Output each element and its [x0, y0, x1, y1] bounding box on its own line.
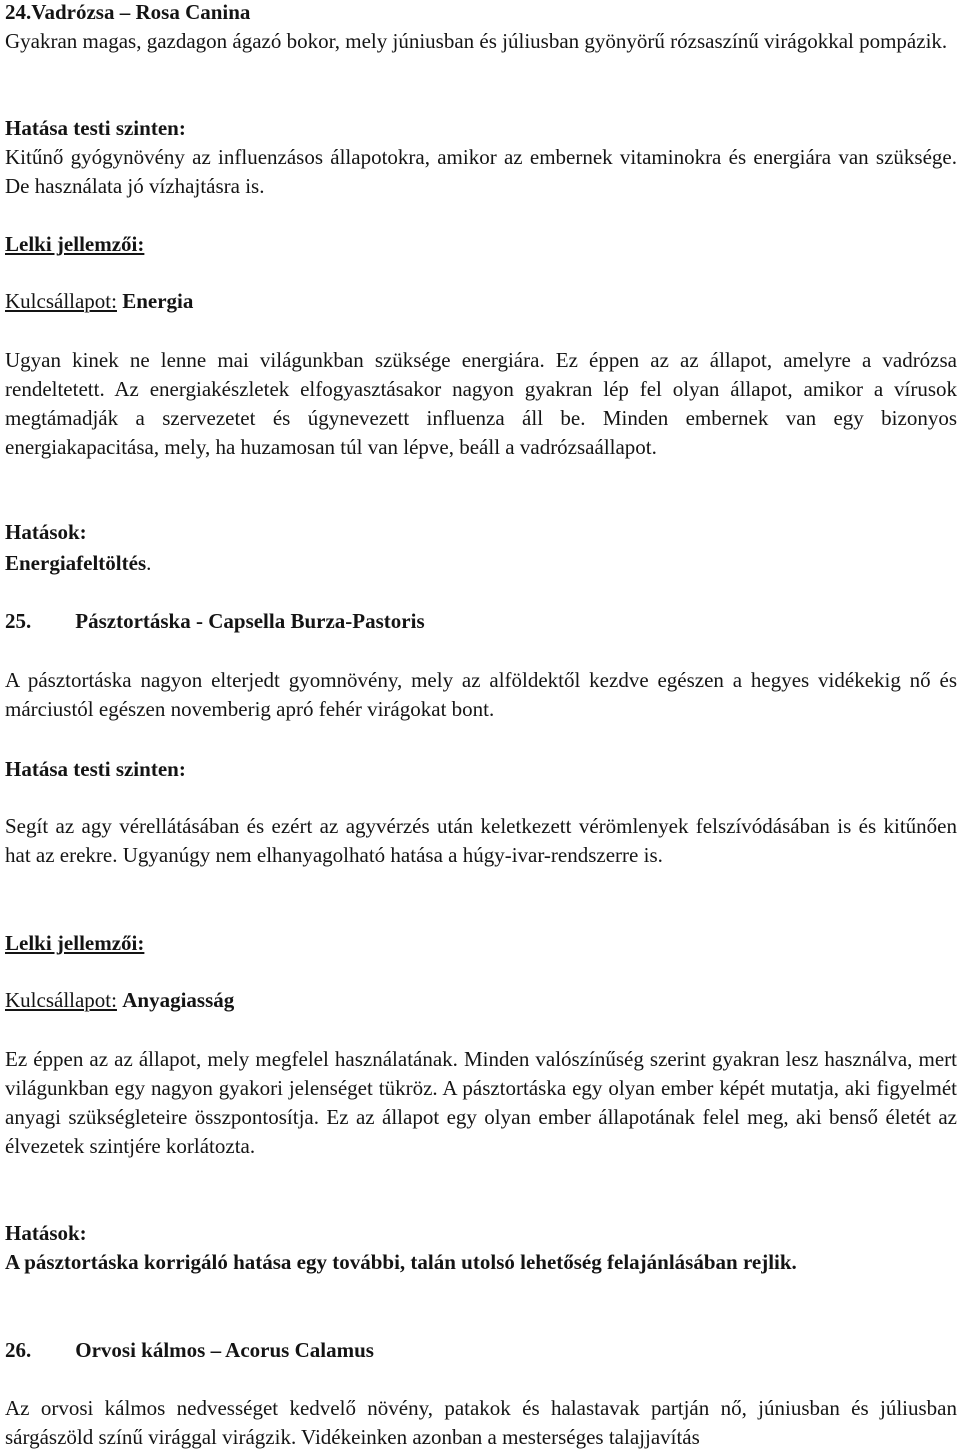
section-25-key-state — [5, 986, 957, 1015]
section-24-description: Ugyan kinek ne lenne mai világunkban szüksége energiára. Ez éppen az az állapot, amelyre a vadrózsa rendeltetett. Az energiakészletek elfogyasztásakor nagyon gyakran lép fel olyan állapot, amikor a vírusok megtámadják a szervezetet és úgynevezett influenza áll be. Minden embernek van egy bizonyos energiakapacitása, mely, ha huzamosan túl van lépve, beáll a vadrózsaállapot. — [5, 348, 957, 459]
section-26-number: 26. — [5, 1338, 32, 1362]
section-24-soul-heading: Lelki jellemzői: — [5, 232, 145, 256]
section-24-physical-heading: Hatása testi szinten: — [5, 116, 186, 140]
section-25-effects-value: A pásztortáska korrigáló hatása egy további, talán utolsó lehetőség felajánlásában rejlik. — [5, 1250, 797, 1274]
section-25-physical-text: Segít az agy vérellátásában és ezért az agyvérzés után keletkezett vérömlenyek felszívódásában is és kitűnően hat az erekre. Ugyanúgy nem elhanyagolható hatása a húgy-ivar-rendszerre is. — [5, 814, 957, 867]
section-24-effects-value — [5, 549, 957, 578]
section-25-title — [5, 607, 957, 636]
key-state-label: Kulcsállapot: — [5, 988, 117, 1012]
section-25-physical-heading: Hatása testi szinten: — [5, 757, 186, 781]
section-26-name: Orvosi kálmos – Acorus Calamus — [75, 1338, 374, 1362]
section-24-key-state — [5, 287, 957, 316]
section-24-title: 24.Vadrózsa – Rosa Canina — [5, 0, 251, 24]
section-24-physical-text: Kitűnő gyógynövény az influenzásos állapotokra, amikor az embernek vitaminokra és energiára van szüksége. De használata jó vízhajtásra is. — [5, 145, 957, 198]
section-24-intro: Gyakran magas, gazdagon ágazó bokor, mely júniusban és júliusban gyönyörű rózsaszínű virágokkal pompázik. — [5, 29, 948, 53]
section-26-intro: Az orvosi kálmos nedvességet kedvelő növény, patakok és halastavak partján nő, júniusban és júliusban sárgászöld színű virággal virágzik. Vidékeinken azonban a mesterséges talajjavítás — [5, 1396, 957, 1449]
key-state-value: Energia — [122, 289, 194, 313]
section-25-intro: A pásztortáska nagyon elterjedt gyomnövény, mely az alföldektől kezdve egészen a hegyes vidékekig nő és márciustól egészen novemberig apró fehér virágokat bont. — [5, 668, 957, 721]
effects-value-text: Energiafeltöltés — [5, 551, 147, 575]
section-25-description: Ez éppen az az állapot, mely megfelel használatának. Minden valószínűség szerint gyakran lesz használva, mert világunkban egy nagyon gyakori jelenséget tükröz. A pásztortáska egy olyan ember képét mutatja, aki figyelmét anyagi szükségleteire összpontosítja. Ez az állapot egy olyan ember állapotának felel meg, aki benső életét az élvezetek szintjére korlátozta. — [5, 1047, 957, 1158]
section-25-number: 25. — [5, 609, 32, 633]
section-24-effects-label: Hatások: — [5, 520, 87, 544]
key-state-label: Kulcsállapot: — [5, 289, 117, 313]
section-25-soul-heading: Lelki jellemzői: — [5, 931, 145, 955]
section-25-effects-label: Hatások: — [5, 1221, 87, 1245]
section-25-name: Pásztortáska - Capsella Burza-Pastoris — [75, 609, 425, 633]
key-state-value: Anyagiasság — [122, 988, 235, 1012]
effects-value-tail: . — [146, 551, 152, 575]
section-26-title — [5, 1336, 957, 1365]
